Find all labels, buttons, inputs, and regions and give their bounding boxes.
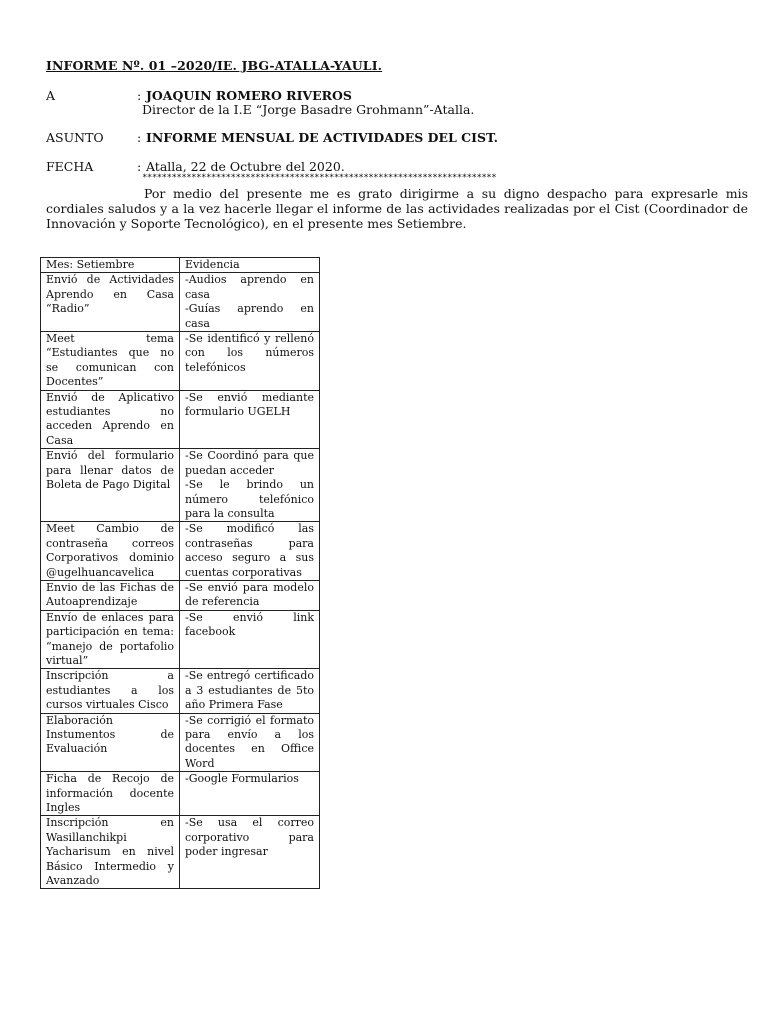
evidence-cell [180, 610, 320, 669]
activity-cell: Ficha de Recojo de información docente Ingles [41, 772, 180, 816]
evidence-cell [180, 449, 320, 522]
evidence-item: -Guías aprendo en casa [185, 302, 314, 330]
subject-value: INFORME MENSUAL DE ACTIVIDADES DEL CIST. [146, 130, 499, 145]
table-row [41, 273, 320, 332]
table-row [41, 580, 320, 610]
evidence-cell [180, 669, 320, 713]
activity-cell: Inscripción a estudiantes a los cursos virtuales Cisco [41, 669, 180, 713]
recipient-label: A [46, 88, 56, 103]
table-header-row [41, 258, 320, 273]
evidence-cell [180, 580, 320, 610]
table-row [41, 610, 320, 669]
activity-cell: Meet tema “Estudiantes que no se comunican con Docentes” [41, 332, 180, 391]
evidence-item: -Audios aprendo en casa [185, 273, 314, 301]
evidence-item: -Se corrigió el formato para envío a los docentes en Office Word [185, 713, 314, 770]
document-title: INFORME Nº. 01 –2020/IE. JBG-ATALLA-YAULI. [46, 58, 383, 73]
evidence-item: -Se modificó las contraseñas para acceso seguro a sus cuentas corporativas [185, 522, 314, 579]
evidence-cell [180, 816, 320, 889]
table-row [41, 713, 320, 772]
body-paragraph: Por medio del presente me es grato dirigirme a su digno despacho para expresarle mis cordiales saludos y a la vez hacerle llegar el informe de las actividades realizadas por el Cist (Coordinador de Innovación y Soporte Tecnológico), en el presente mes Setiembre. [46, 186, 748, 231]
activity-cell: Envió de Actividades Aprendo en Casa “Radio” [41, 273, 180, 332]
activity-cell: Envío de enlaces para participación en tema: “manejo de portafolio virtual” [41, 610, 180, 669]
separator-line: ************************************************************************ [142, 173, 497, 183]
header-evidence: Evidencia [180, 258, 320, 273]
subject-label: ASUNTO [46, 130, 104, 145]
date-label: FECHA [46, 159, 94, 174]
table-row [41, 390, 320, 449]
date-value: Atalla, 22 de Octubre del 2020. [146, 159, 345, 174]
evidence-cell [180, 332, 320, 391]
evidence-item: -Se Coordinó para que puedan acceder [185, 449, 314, 477]
evidence-cell [180, 772, 320, 816]
table-row [41, 816, 320, 889]
table-row [41, 669, 320, 713]
activity-cell: Envió del formulario para llenar datos de Boleta de Pago Digital [41, 449, 180, 522]
recipient-role: Director de la I.E “Jorge Basadre Grohmann”-Atalla. [142, 102, 475, 117]
evidence-cell [180, 390, 320, 449]
evidence-cell [180, 273, 320, 332]
evidence-item: -Se entregó certificado a 3 estudiantes de 5to año Primera Fase [185, 669, 314, 712]
subject-colon: : [137, 130, 142, 145]
evidence-item: -Google Formularios [185, 772, 299, 786]
activity-cell: Envio de las Fichas de Autoaprendizaje [41, 580, 180, 610]
table-row [41, 772, 320, 816]
table-row [41, 522, 320, 581]
activity-cell: Elaboración Instumentos de Evaluación [41, 713, 180, 772]
evidence-item: -Se usa el correo corporativo para poder ingresar [185, 816, 314, 859]
recipient-colon: : [137, 88, 142, 103]
table-row [41, 332, 320, 391]
table-row [41, 449, 320, 522]
evidence-cell [180, 713, 320, 772]
header-month: Mes: Setiembre [41, 258, 180, 273]
evidence-item: -Se le brindo un número telefónico para la consulta [185, 478, 314, 520]
activities-table [40, 257, 320, 889]
recipient-name: JOAQUIN ROMERO RIVEROS [146, 88, 352, 103]
date-colon: : [137, 159, 142, 174]
activity-cell: Envió de Aplicativo estudiantes no acceden Aprendo en Casa [41, 390, 180, 449]
evidence-item: -Se envió mediante formulario UGELH [185, 390, 314, 419]
activity-cell: Inscripción en Wasillanchikpi Yacharisum en nivel Básico Intermedio y Avanzado [41, 816, 180, 889]
evidence-item: -Se envió link facebook [185, 610, 314, 639]
evidence-cell [180, 522, 320, 581]
evidence-item: -Se identificó y rellenó con los números telefónicos [185, 332, 314, 374]
evidence-item: -Se envió para modelo de referencia [185, 580, 314, 609]
activity-cell: Meet Cambio de contraseña correos Corporativos dominio @ugelhuancavelica [41, 522, 180, 581]
